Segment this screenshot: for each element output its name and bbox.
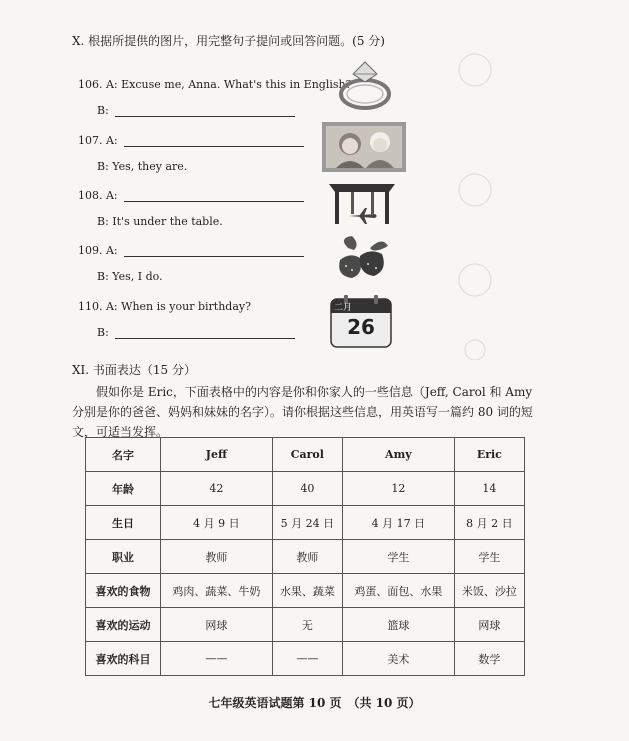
table-cell: 12 (342, 472, 454, 506)
q109-a: 109. A: (78, 244, 304, 257)
ring-picture (335, 58, 401, 112)
answer-line[interactable] (124, 191, 304, 202)
table-cell: 学生 (454, 540, 524, 574)
family-info-table (85, 437, 525, 676)
header-cell: 名字 (86, 438, 161, 472)
q107-b: B: Yes, they are. (97, 160, 188, 173)
header-cell: Eric (454, 438, 524, 472)
q106-a: 106. A: Excuse me, Anna. What's this in English? (78, 78, 352, 91)
table-cell: 4 月 9 日 (161, 506, 273, 540)
section-xi-title: XI. 书面表达（15 分） (72, 363, 196, 377)
section-x-title: X. 根据所提供的图片，用完整句子提问或回答问题。(5 分) (72, 34, 385, 48)
table-cell: 14 (454, 472, 524, 506)
strawberries-picture (330, 234, 394, 282)
table-cell: —— (161, 642, 273, 676)
table-cell: 教师 (272, 540, 342, 574)
table-cell: 篮球 (342, 608, 454, 642)
grandparents-photo (322, 122, 406, 172)
table-row (86, 608, 525, 642)
writing-prompt: 假如你是 Eric，下面表格中的内容是你和你家人的一些信息（Jeff, Carol 和 Amy 分别是你的爸爸、妈妈和妹妹的名字）。请你根据这些信息，用英语写一篇约 80 词的短文，可适当发挥。 (72, 385, 533, 439)
table-cell: 42 (161, 472, 273, 506)
q108-a: 108. A: (78, 189, 304, 202)
table-cell: 网球 (161, 608, 273, 642)
row-label: 喜欢的科目 (86, 642, 161, 676)
q108-b: B: It's under the table. (97, 215, 223, 228)
bleed-through-figures (445, 40, 505, 360)
table-row (86, 540, 525, 574)
header-cell: Amy (342, 438, 454, 472)
table-cell: 美术 (342, 642, 454, 676)
table-cell: 米饭、沙拉 (454, 574, 524, 608)
row-label: 职业 (86, 540, 161, 574)
calendar-month: 二月 (334, 303, 353, 313)
row-label: 喜欢的运动 (86, 608, 161, 642)
row-label: 生日 (86, 506, 161, 540)
table-cell: 5 月 24 日 (272, 506, 342, 540)
table-row (86, 642, 525, 676)
answer-line[interactable] (124, 246, 304, 257)
table-cell: 4 月 17 日 (342, 506, 454, 540)
table-cell: 鸡蛋、面包、水果 (342, 574, 454, 608)
table-cell: 鸡肉、蔬菜、牛奶 (161, 574, 273, 608)
table-cell: 网球 (454, 608, 524, 642)
q109-b: B: Yes, I do. (97, 270, 163, 283)
answer-line[interactable] (115, 106, 295, 117)
table-cell: 数学 (454, 642, 524, 676)
table-cell: 无 (272, 608, 342, 642)
answer-line[interactable] (124, 136, 304, 147)
calendar-day: 26 (347, 315, 375, 339)
header-cell: Jeff (161, 438, 273, 472)
table-with-plane-picture (327, 178, 397, 226)
table-cell: 8 月 2 日 (454, 506, 524, 540)
table-cell: 水果、蔬菜 (272, 574, 342, 608)
table-row (86, 472, 525, 506)
q110-a: 110. A: When is your birthday? (78, 300, 251, 313)
table-cell: 学生 (342, 540, 454, 574)
answer-line[interactable] (115, 328, 295, 339)
table-cell: 教师 (161, 540, 273, 574)
table-header-row (86, 438, 525, 472)
row-label: 年龄 (86, 472, 161, 506)
row-label: 喜欢的食物 (86, 574, 161, 608)
header-cell: Carol (272, 438, 342, 472)
table-row (86, 506, 525, 540)
table-cell: 40 (272, 472, 342, 506)
page-footer: 七年级英语试题第 10 页 （共 10 页） (208, 696, 421, 710)
table-cell: —— (272, 642, 342, 676)
q110-b: B: (97, 326, 295, 339)
calendar-picture (330, 294, 392, 348)
table-row (86, 574, 525, 608)
q107-a: 107. A: (78, 134, 304, 147)
q106-b: B: (97, 104, 295, 117)
